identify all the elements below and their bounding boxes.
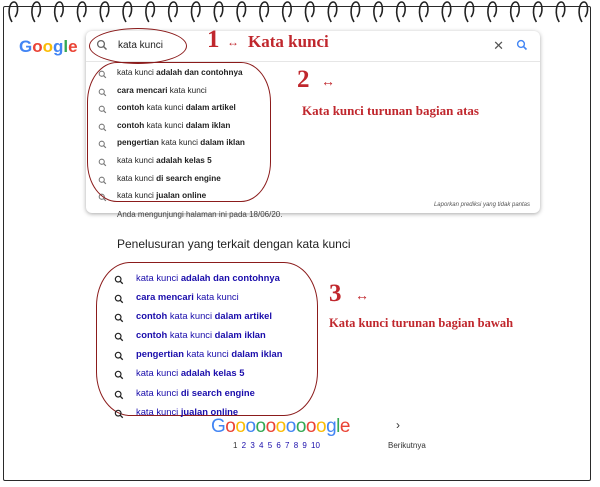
spiral-ring	[123, 2, 131, 22]
spiral-ring	[32, 2, 40, 22]
page-number[interactable]: 6	[276, 441, 286, 450]
search-icon	[114, 275, 124, 285]
search-submit-icon[interactable]	[516, 39, 528, 51]
page-number[interactable]: 10	[311, 441, 320, 450]
visited-note: Anda mengunjungi halaman ini pada 18/06/20.	[117, 210, 283, 219]
related-search-text[interactable]: cara mencari kata kunci	[136, 291, 239, 303]
annotation-number-1: 1	[207, 26, 220, 53]
spiral-ring	[465, 2, 473, 22]
spiral-ring	[260, 2, 268, 22]
spiral-ring	[9, 2, 17, 22]
page-numbers[interactable]	[233, 441, 320, 450]
spiral-ring	[192, 2, 200, 22]
annotation-arrow-1: ↔	[227, 35, 239, 49]
search-icon	[114, 409, 124, 419]
spiral-ring	[306, 2, 314, 22]
spiral-ring	[442, 2, 450, 22]
spiral-ring	[579, 2, 587, 22]
search-input[interactable]: kata kunci	[118, 40, 164, 51]
suggestion-text: kata kunci adalah dan contohnya	[117, 68, 243, 77]
annotation-arrow-2: ↔	[321, 73, 335, 89]
suggestion-text: kata kunci adalah kelas 5	[117, 155, 212, 165]
spiral-ring	[100, 2, 108, 22]
page-number[interactable]: 5	[267, 441, 277, 450]
annotation-number-2: 2	[297, 66, 310, 93]
google-logo[interactable]: Google	[19, 37, 78, 56]
spiral-ring	[283, 2, 291, 22]
spiral-ring	[351, 2, 359, 22]
suggestion-text: contoh kata kunci dalam iklan	[117, 120, 231, 130]
chevron-right-icon[interactable]: ›	[396, 418, 400, 432]
annotation-number-3: 3	[329, 280, 342, 307]
related-searches-title: Penelusuran yang terkait dengan kata kunci	[117, 237, 351, 251]
related-search-text[interactable]: kata kunci adalah kelas 5	[136, 367, 245, 379]
search-icon	[114, 313, 124, 323]
close-icon[interactable]: ✕	[493, 38, 504, 53]
related-search-text[interactable]: kata kunci di search engine	[136, 386, 255, 398]
search-icon	[114, 351, 124, 361]
spiral-binding	[0, 0, 600, 24]
annotation-label-1: Kata kunci	[248, 32, 329, 51]
spiral-ring	[556, 2, 564, 22]
pagination-logo: Goooooooooogle	[211, 416, 350, 437]
spiral-ring	[78, 2, 86, 22]
related-search-text[interactable]: contoh kata kunci dalam artikel	[136, 310, 272, 322]
spiral-ring	[214, 2, 222, 22]
related-search-text[interactable]: kata kunci adalah dan contohnya	[136, 272, 280, 283]
page-number[interactable]: 7	[285, 441, 294, 450]
page-number[interactable]: 8	[293, 441, 303, 450]
spiral-ring	[169, 2, 177, 22]
report-link[interactable]: Laporkan prediksi yang tidak pantas	[433, 202, 530, 208]
spiral-ring	[328, 2, 336, 22]
spiral-ring	[397, 2, 405, 22]
next-page-link[interactable]: Berikutnya	[388, 441, 426, 450]
page-number[interactable]: 2	[241, 441, 251, 450]
search-icon	[114, 332, 124, 342]
annotation-label-2: Kata kunci turunan bagian atas	[302, 103, 479, 118]
spiral-ring	[237, 2, 245, 22]
annotation-arrow-3: ↔	[355, 287, 369, 303]
suggestion-text: kata kunci di search engine	[117, 173, 221, 183]
related-search-text[interactable]: kata kunci jualan online	[136, 405, 239, 417]
page-number[interactable]: 4	[259, 441, 268, 450]
spiral-ring	[534, 2, 542, 22]
page-number[interactable]: 3	[250, 441, 260, 450]
spiral-ring	[374, 2, 382, 22]
spiral-ring	[420, 2, 428, 22]
page-number[interactable]: 9	[302, 441, 312, 450]
spiral-ring	[55, 2, 63, 22]
page-number[interactable]: 1	[233, 441, 242, 450]
spiral-ring	[488, 2, 496, 22]
annotation-label-3: Kata kunci turunan bagian bawah	[329, 316, 514, 330]
search-icon	[114, 370, 124, 380]
suggestion-text: pengertian kata kunci dalam iklan	[117, 138, 245, 148]
search-icon	[114, 294, 124, 304]
related-search-text[interactable]: pengertian kata kunci dalam iklan	[136, 348, 283, 360]
spiral-ring	[146, 2, 154, 22]
annotation-oval-2	[87, 62, 271, 202]
spiral-ring	[511, 2, 519, 22]
suggestion-text: contoh kata kunci dalam artikel	[117, 103, 236, 113]
search-icon	[114, 390, 124, 400]
related-search-text[interactable]: contoh kata kunci dalam iklan	[136, 329, 266, 341]
annotation-oval-1	[89, 28, 187, 64]
suggestion-text: kata kunci jualan online	[117, 191, 207, 201]
suggestion-text: cara mencari kata kunci	[117, 85, 207, 95]
